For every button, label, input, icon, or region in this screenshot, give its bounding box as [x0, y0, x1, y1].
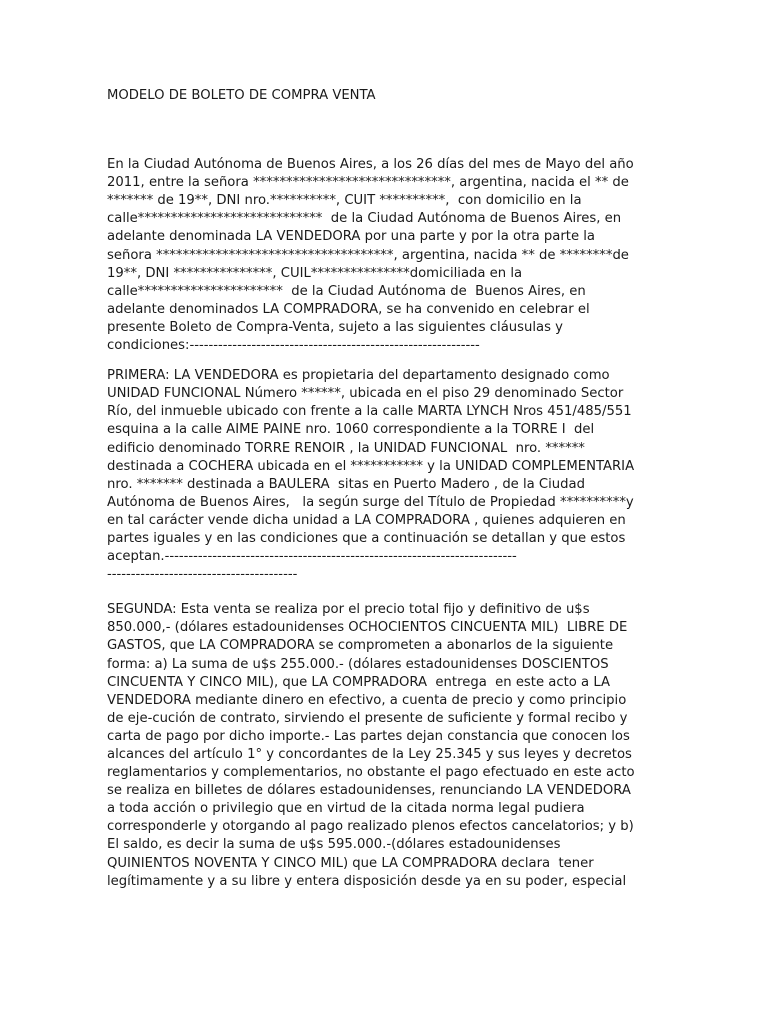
text-line: ******* de 19**, DNI nro.**********, CUIT **********, con domicilio en la: [107, 193, 582, 209]
text-line: reglamentarios y complementarios, no obstante el pago efectuado en este acto: [107, 765, 635, 781]
text-line: presente Boleto de Compra-Venta, sujeto a las siguientes cláusulas y: [107, 319, 563, 335]
text-line: a toda acción o privilegio que en virtud de la citada norma legal pudiera: [107, 801, 585, 817]
text-line: condiciones:-------------------------------------------------------------: [107, 338, 480, 354]
text-line: de eje-cución de contrato, sirviendo el presente de suficiente y formal recibo y: [107, 710, 628, 726]
text-line: 19**, DNI ***************, CUIL***************domiciliada en la: [107, 265, 523, 281]
text-line: 2011, entre la señora ******************************, argentina, nacida el ** de: [107, 175, 629, 191]
text-line: CINCUENTA Y CINCO MIL), que LA COMPRADORA entrega en este acto a LA: [107, 674, 610, 690]
paragraph-primera: [107, 367, 667, 584]
text-line: edificio denominado TORRE RENOIR , la UNIDAD FUNCIONAL nro. ******: [107, 440, 585, 456]
text-line: QUINIENTOS NOVENTA Y CINCO MIL) que LA COMPRADORA declara tener: [107, 855, 594, 871]
text-line: 850.000,- (dólares estadounidenses OCHOCIENTOS CINCUENTA MIL) LIBRE DE: [107, 620, 628, 636]
text-line: En la Ciudad Autónoma de Buenos Aires, a los 26 días del mes de Mayo del año: [107, 157, 634, 173]
text-line: VENDEDORA mediante dinero en efectivo, a cuenta de precio y como principio: [107, 692, 627, 708]
text-line: nro. ******* destinada a BAULERA sitas en Puerto Madero , de la Ciudad: [107, 476, 585, 492]
text-line: corresponderle y otorgando al pago realizado plenos efectos cancelatorios; y b): [107, 819, 634, 835]
text-line: en tal carácter vende dicha unidad a LA COMPRADORA , quienes adquieren en: [107, 512, 626, 528]
text-line: carta de pago por dicho importe.- Las partes dejan constancia que conocen los: [107, 728, 630, 744]
text-line: SEGUNDA: Esta venta se realiza por el precio total fijo y definitivo de u$s: [107, 602, 590, 618]
text-line: ----------------------------------------: [107, 567, 298, 583]
text-line: GASTOS, que LA COMPRADORA se comprometen a abonarlos de la siguiente: [107, 638, 614, 654]
text-line: forma: a) La suma de u$s 255.000.- (dólares estadounidenses DOSCIENTOS: [107, 656, 609, 672]
document-title: MODELO DE BOLETO DE COMPRA VENTA: [107, 88, 376, 103]
text-line: aceptan.--------------------------------------------------------------------------: [107, 549, 517, 565]
text-line: UNIDAD FUNCIONAL Número ******, ubicada en el piso 29 denominado Sector: [107, 386, 624, 402]
text-line: adelante denominada LA VENDEDORA por una parte y por la otra parte la: [107, 229, 596, 245]
paragraph-preamble: [107, 156, 667, 355]
text-line: Autónoma de Buenos Aires, la según surge del Título de Propiedad **********y: [107, 494, 634, 510]
text-line: partes iguales y en las condiciones que a continuación se detallan y que estos: [107, 530, 626, 546]
text-line: Río, del inmueble ubicado con frente a la calle MARTA LYNCH Nros 451/485/551: [107, 404, 632, 420]
text-line: se realiza en billetes de dólares estadounidenses, renunciando LA VENDEDORA: [107, 783, 631, 799]
text-line: calle**************************** de la Ciudad Autónoma de Buenos Aires, en: [107, 211, 622, 227]
text-line: El saldo, es decir la suma de u$s 595.000.-(dólares estadounidenses: [107, 837, 561, 853]
text-line: alcances del artículo 1° y concordantes de la Ley 25.345 y sus leyes y decretos: [107, 747, 632, 762]
text-line: legítimamente y a su libre y entera disposición desde ya en su poder, especial: [107, 873, 627, 889]
text-line: adelante denominados LA COMPRADORA, se ha convenido en celebrar el: [107, 301, 590, 317]
text-line: PRIMERA: LA VENDEDORA es propietaria del departamento designado como: [107, 368, 610, 384]
paragraph-segunda: [107, 601, 667, 891]
text-line: señora ************************************, argentina, nacida ** de ********de: [107, 247, 629, 263]
text-line: calle********************** de la Ciudad Autónoma de Buenos Aires, en: [107, 283, 586, 299]
text-line: destinada a COCHERA ubicada en el *********** y la UNIDAD COMPLEMENTARIA: [107, 458, 635, 474]
text-line: esquina a la calle AIME PAINE nro. 1060 correspondiente a la TORRE I del: [107, 422, 595, 438]
document-body: [107, 87, 667, 903]
